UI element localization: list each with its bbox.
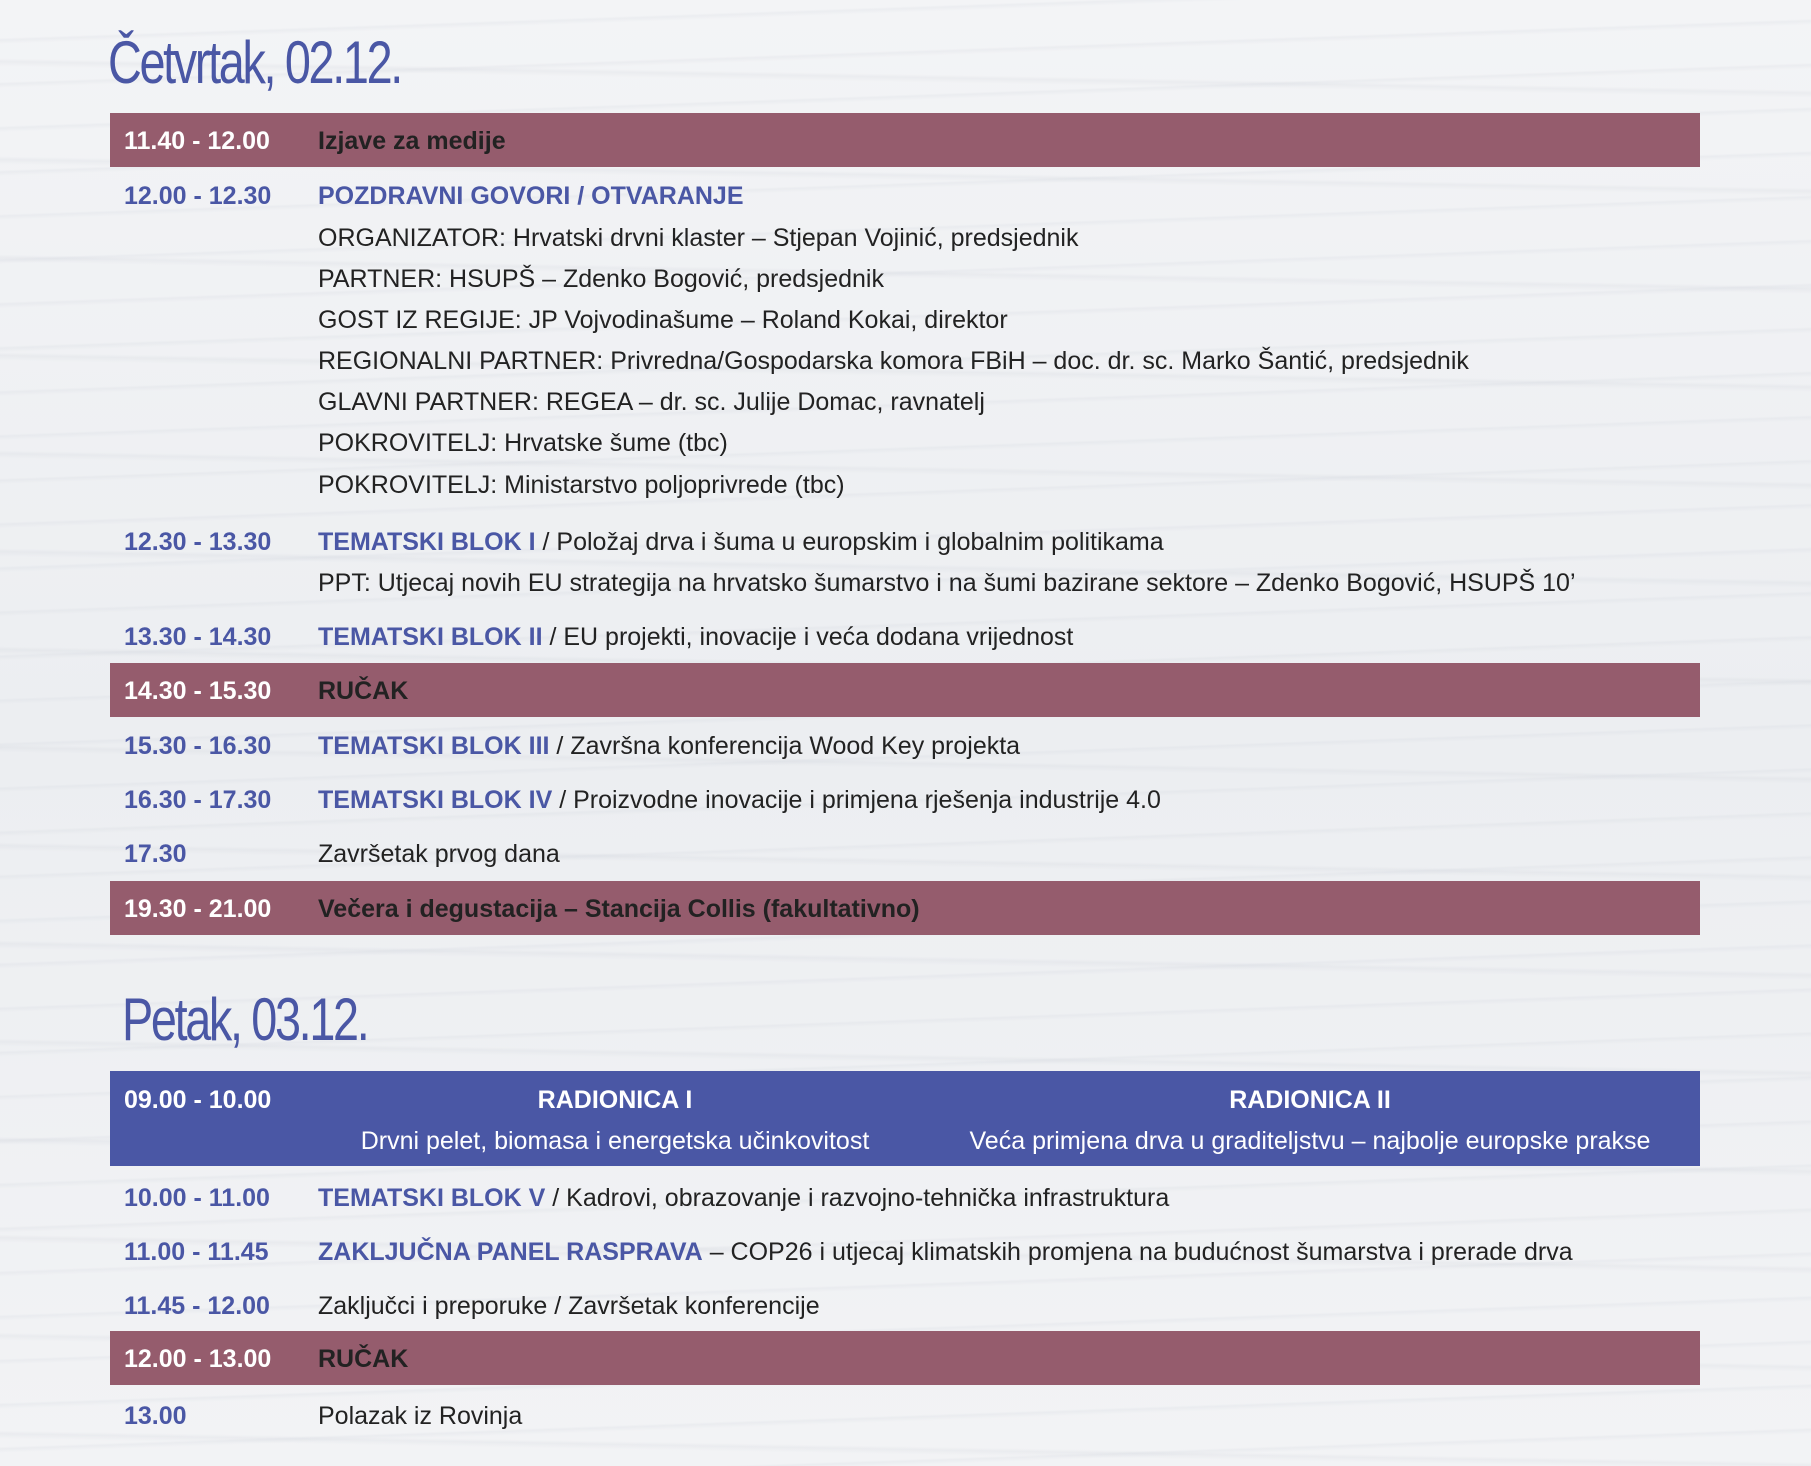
row-time: 15.30 - 16.30 — [124, 732, 272, 760]
row-text — [318, 623, 1073, 652]
speaker-line: GOST IZ REGIJE: JP Vojvodinašume – Roland Kokai, direktor — [318, 306, 1008, 334]
speaker-line: POKROVITELJ: Hrvatske šume (tbc) — [318, 429, 728, 457]
workshop-2 — [925, 1086, 1695, 1156]
schedule-row — [110, 720, 1700, 770]
row-time: 11.40 - 12.00 — [124, 127, 270, 155]
row-time: 17.30 — [124, 840, 187, 868]
row-description: / EU projekti, inovacije i veća dodana vrijednost — [542, 623, 1074, 651]
row-heading: POZDRAVNI GOVORI / OTVARANJE — [318, 182, 744, 210]
schedule-row-bar — [110, 881, 1700, 935]
speaker-line: ORGANIZATOR: Hrvatski drvni klaster – Stjepan Vojinić, predsjednik — [318, 224, 1079, 252]
row-description: / Položaj drva i šuma u europskim i globalnim politikama — [535, 528, 1164, 556]
row-text: Večera i degustacija – Stancija Collis (fakultativno) — [318, 895, 920, 923]
row-time: 10.00 - 11.00 — [124, 1184, 270, 1212]
speaker-line: POKROVITELJ: Ministarstvo poljoprivrede (tbc) — [318, 471, 845, 499]
speaker-line: PARTNER: HSUPŠ – Zdenko Bogović, predsjednik — [318, 265, 884, 293]
row-description: – COP26 i utjecaj klimatskih promjena na budućnost šumarstva i prerade drva — [702, 1238, 1573, 1266]
row-time: 12.00 - 13.00 — [124, 1345, 272, 1373]
schedule-row — [110, 828, 1700, 878]
row-description: / Završna konferencija Wood Key projekta — [549, 732, 1021, 760]
schedule-row-bar — [110, 113, 1700, 167]
row-heading: TEMATSKI BLOK III — [318, 732, 550, 760]
row-text — [318, 732, 1020, 761]
day-title: Četvrtak, 02.12. — [108, 29, 401, 96]
workshop-description: Drvni pelet, biomasa i energetska učinkovitost — [360, 1127, 870, 1155]
row-text: Zaključci i preporuke / Završetak konferencije — [318, 1292, 820, 1320]
row-heading: TEMATSKI BLOK IV — [318, 786, 553, 814]
speaker-line: GLAVNI PARTNER: REGEA – dr. sc. Julije Domac, ravnatelj — [318, 388, 985, 416]
row-text: Polazak iz Rovinja — [318, 1402, 523, 1430]
schedule-row — [110, 1390, 1700, 1440]
schedule-row — [110, 1226, 1700, 1276]
row-time: 09.00 - 10.00 — [124, 1086, 272, 1114]
workshop-title: RADIONICA I — [537, 1086, 693, 1114]
schedule-row — [110, 168, 1700, 508]
schedule-row — [110, 512, 1700, 602]
workshop-title: RADIONICA II — [1229, 1086, 1391, 1114]
row-text: Izjave za medije — [318, 127, 506, 155]
row-description: / Kadrovi, obrazovanje i razvojno-tehnička infrastruktura — [545, 1184, 1170, 1212]
row-text — [318, 1184, 1169, 1213]
row-text — [318, 528, 1164, 557]
row-time: 16.30 - 17.30 — [124, 786, 272, 814]
schedule-row — [110, 1280, 1700, 1330]
row-text — [318, 1238, 1573, 1267]
schedule-row — [110, 774, 1700, 824]
row-text — [318, 786, 1161, 815]
row-time: 12.30 - 13.30 — [124, 528, 272, 556]
day-title: Petak, 03.12. — [122, 986, 368, 1053]
row-time: 19.30 - 21.00 — [124, 895, 272, 923]
workshop-band — [110, 1071, 1700, 1166]
row-text: Završetak prvog dana — [318, 840, 560, 868]
workshop-description: Veća primjena drva u graditeljstvu – najbolje europske prakse — [969, 1127, 1651, 1155]
schedule-row — [110, 612, 1700, 660]
row-text: RUČAK — [318, 1345, 409, 1373]
schedule-row — [110, 1172, 1700, 1222]
workshop-1 — [330, 1086, 900, 1156]
row-subline: PPT: Utjecaj novih EU strategija na hrvatsko šumarstvo i na šumi bazirane sektore – Zdenko Bogović, HSUPŠ 10’ — [318, 569, 1576, 597]
row-time: 13.00 — [124, 1402, 187, 1430]
row-text: RUČAK — [318, 677, 409, 705]
row-time: 11.00 - 11.45 — [124, 1238, 269, 1266]
row-time: 14.30 - 15.30 — [124, 677, 272, 705]
row-heading: TEMATSKI BLOK II — [318, 623, 543, 651]
schedule-row-bar — [110, 663, 1700, 717]
row-description: / Proizvodne inovacije i primjena rješenja industrije 4.0 — [552, 786, 1161, 814]
row-time: 12.00 - 12.30 — [124, 182, 272, 210]
row-heading: TEMATSKI BLOK V — [318, 1184, 546, 1212]
row-time: 11.45 - 12.00 — [124, 1292, 270, 1320]
schedule-row-bar — [110, 1331, 1700, 1385]
speaker-line: REGIONALNI PARTNER: Privredna/Gospodarska komora FBiH – doc. dr. sc. Marko Šantić, predsjednik — [318, 347, 1469, 375]
row-heading: TEMATSKI BLOK I — [318, 528, 536, 556]
row-time: 13.30 - 14.30 — [124, 623, 272, 651]
row-heading: ZAKLJUČNA PANEL RASPRAVA — [318, 1238, 703, 1266]
